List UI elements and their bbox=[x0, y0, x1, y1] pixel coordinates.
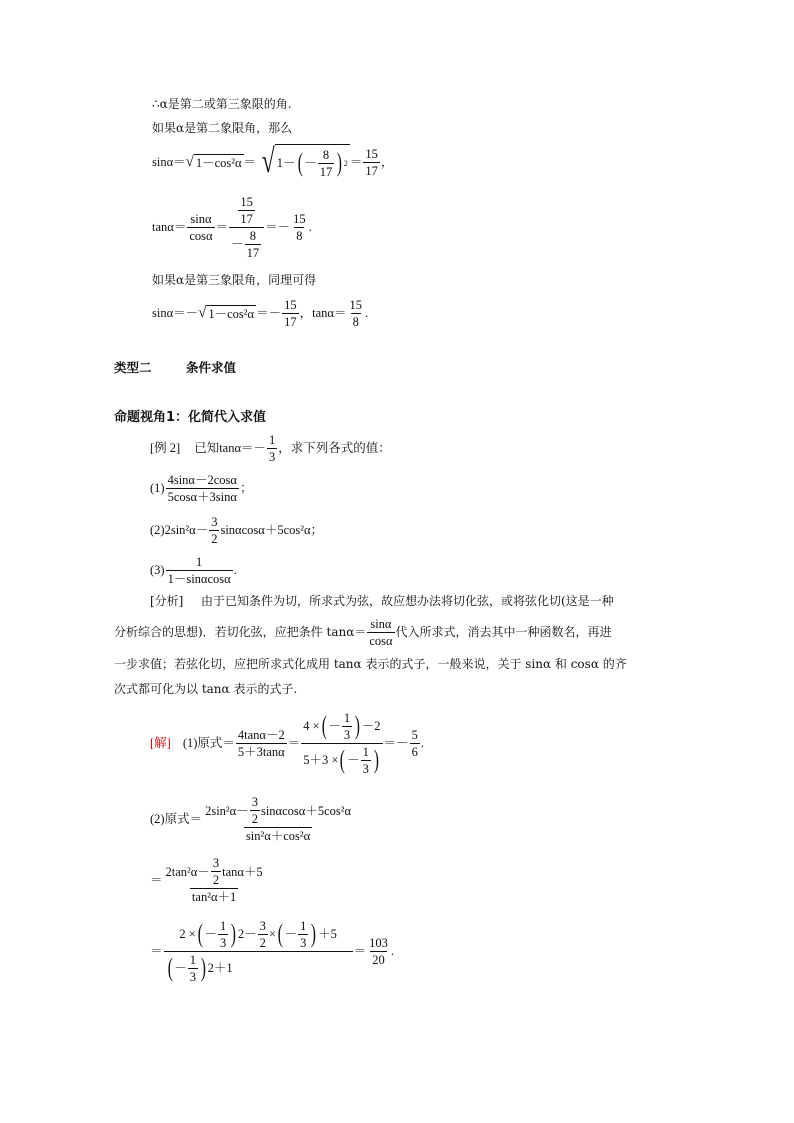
sqrt-tall: √ 1－ ( － $\frac{8}{17}$ ) 2 bbox=[261, 143, 348, 180]
formula-text: sinα＝－ bbox=[152, 306, 199, 320]
sqrt: √ 1－cos²α bbox=[185, 153, 242, 170]
analysis-text: 代入所求式，消去其中一种函数名，再进 bbox=[395, 625, 612, 639]
analysis-line bbox=[114, 614, 612, 650]
fraction: $\frac{15}{17}$ bbox=[240, 194, 253, 226]
formula-text: tanα＝ bbox=[152, 220, 187, 234]
example-label: [例 2] bbox=[150, 441, 181, 455]
analysis-line: 次式都可化为以 tanα 表示的式子. bbox=[114, 682, 298, 696]
compound-fraction: 2sin²α－ $\frac{3}{2}$ sinαcosα＋5cos²α sin²α＋cos²α bbox=[205, 795, 352, 843]
analysis-line: 一步求值；若弦化切，应把所求式化成用 tanα 表示的式子，一般来说，关于 sinα 和 cosα 的齐 bbox=[114, 657, 627, 671]
fraction: $\frac{15}{8}$ bbox=[349, 297, 362, 329]
formula-text: ＝ bbox=[349, 155, 363, 169]
solution-2-step2 bbox=[150, 852, 266, 908]
sqrt-body: 1－cos²α bbox=[208, 306, 255, 321]
formula-text: (1) bbox=[150, 481, 165, 495]
formula-sin3 bbox=[152, 294, 368, 332]
formula-text: sinαcosα＋5cos²α； bbox=[220, 523, 324, 537]
solution-label: [解] bbox=[150, 736, 171, 750]
formula-text: (2)2sin²α－ bbox=[150, 523, 209, 537]
fraction: $\frac{1}{1-\sin\alpha\cos\alpha}$ bbox=[167, 554, 231, 586]
question-2 bbox=[150, 512, 323, 548]
fraction: $\frac{5}{6}$ bbox=[411, 727, 418, 759]
formula-text: ＝ bbox=[353, 944, 367, 958]
formula-text: － bbox=[304, 155, 317, 170]
sqrt: √ 1－cos²α bbox=[198, 304, 255, 321]
compound-fraction: 2tan²α－ $\frac{3}{2}$ tanα＋5 tan²α＋1 bbox=[165, 856, 263, 904]
compound-fraction: 4 × ( － $\frac{1}{3}$ ) －2 5＋3 × ( － $\frac{1}{3}$ ) bbox=[303, 710, 381, 776]
fraction: $\frac{103}{20}$ bbox=[369, 935, 388, 967]
sqrt-body: 1－cos²α bbox=[195, 155, 242, 170]
formula-text: ＝－ bbox=[383, 736, 409, 750]
section-type-label: 类型二 bbox=[114, 360, 152, 375]
formula-text: . bbox=[233, 563, 237, 577]
analysis-label: [分析] bbox=[150, 594, 184, 608]
fraction: $\frac{3}{2}$ bbox=[211, 514, 218, 546]
formula-text: ＝ bbox=[287, 736, 301, 750]
analysis-text: 由于已知条件为切，所求式为弦，故应想办法将切化弦，或将弦化切(这是一种 bbox=[201, 594, 614, 608]
formula-text: ，tanα＝ bbox=[299, 306, 347, 320]
formula-text: ， bbox=[380, 155, 394, 169]
formula-text: . bbox=[308, 220, 312, 234]
fraction: $\frac{15}{8}$ bbox=[293, 211, 306, 243]
formula-text: ； bbox=[239, 481, 253, 495]
solution-1 bbox=[150, 708, 424, 778]
fraction: $\frac{1}{3}$ bbox=[269, 432, 276, 464]
formula-text: 已知tanα＝－ bbox=[194, 441, 267, 455]
fraction: $\frac{\sin\alpha}{\cos\alpha}$ bbox=[189, 211, 213, 243]
analysis-line bbox=[150, 593, 614, 609]
fraction: $\frac{15}{17}$ bbox=[284, 297, 297, 329]
formula-text: ＝ bbox=[243, 155, 257, 169]
fraction: $\frac{\sin\alpha}{\cos\alpha}$ bbox=[369, 616, 393, 648]
fraction: $\frac{4\tan\alpha-2}{5+3\tan\alpha}$ bbox=[237, 727, 285, 759]
solution-2-step3 bbox=[150, 912, 394, 990]
formula-text: sinα＝ bbox=[152, 155, 186, 169]
formula-text: 1－ bbox=[276, 155, 296, 170]
example-intro bbox=[150, 430, 391, 466]
formula-text: ＝ bbox=[150, 944, 163, 958]
formula-text: (3) bbox=[150, 563, 165, 577]
fraction: $\frac{8}{17}$ bbox=[246, 228, 260, 260]
analysis-text: 分析综合的思想)．若切化弦，应把条件 tanα＝ bbox=[114, 625, 367, 639]
question-1 bbox=[150, 470, 252, 506]
compound-fraction: $\frac{15}{17}$ － $\frac{8}{17}$ bbox=[229, 195, 264, 260]
formula-text: ，求下列各式的值： bbox=[278, 441, 391, 455]
formula-text: . bbox=[364, 306, 369, 320]
formula-text: ＝－ bbox=[256, 306, 282, 320]
formula-text: (2)原式＝ bbox=[150, 812, 203, 826]
formula-sin bbox=[152, 142, 393, 182]
formula-text: ＝ bbox=[150, 873, 163, 887]
formula-text: . bbox=[420, 736, 424, 750]
fraction: $\frac{4\sin\alpha-2\cos\alpha}{5\cos\alpha+3\sin\alpha}$ bbox=[167, 472, 237, 504]
section-type-title: 条件求值 bbox=[186, 360, 237, 375]
text-line: ∴α是第二或第三象限的角. bbox=[152, 97, 292, 111]
text-line: 如果α是第三象限角，同理可得 bbox=[152, 273, 317, 287]
compound-fraction: 2 × ( － $\frac{1}{3}$ ) 2－ $\frac{3}{2}$ × ( － $\frac{1}{3}$ ) ＋5 ( － $\frac{1}{3}$ ) 2＋1 bbox=[164, 919, 353, 984]
formula-text: (1)原式＝ bbox=[182, 736, 235, 750]
fraction: $\frac{8}{17}$ bbox=[319, 147, 333, 179]
question-3 bbox=[150, 552, 237, 588]
section-subtitle: 命题视角1：化简代入求值 bbox=[114, 410, 267, 425]
formula-tan bbox=[152, 188, 312, 266]
formula-text: ＝－ bbox=[265, 220, 291, 234]
solution-2-step1 bbox=[150, 790, 354, 848]
formula-text: ＝ bbox=[215, 220, 229, 234]
text-line: 如果α是第二象限角，那么 bbox=[152, 121, 293, 135]
formula-text: . bbox=[390, 944, 395, 958]
fraction: $\frac{15}{17}$ bbox=[365, 146, 378, 178]
